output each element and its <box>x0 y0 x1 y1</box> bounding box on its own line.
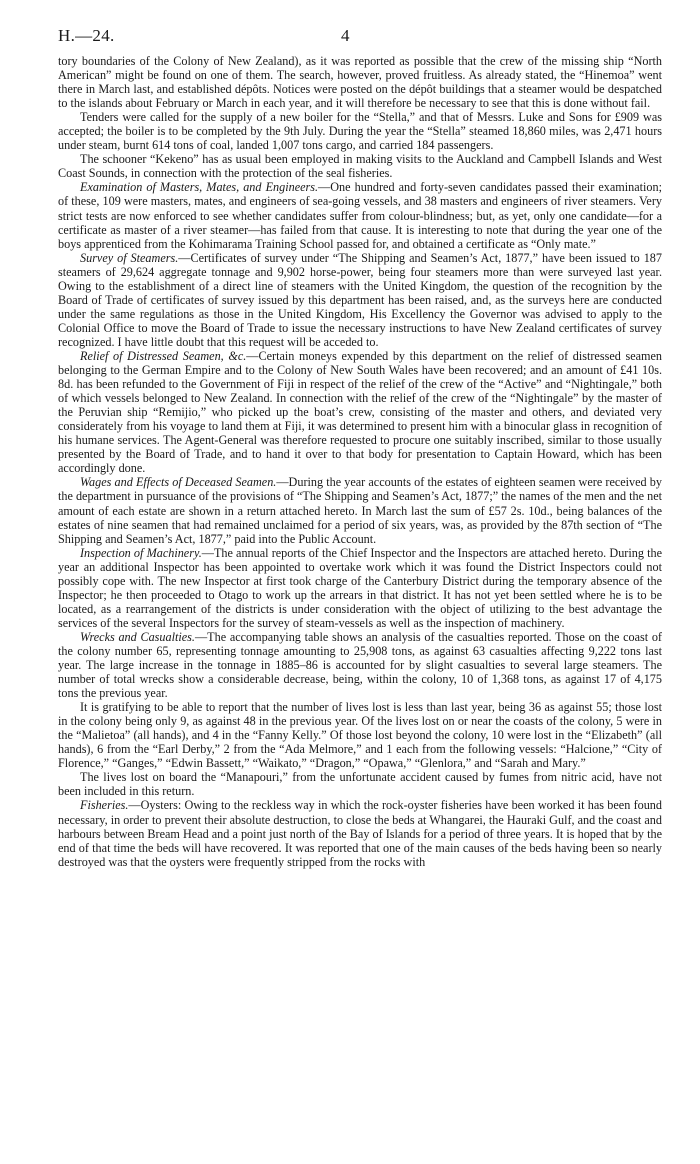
paragraph-text: It is gratifying to be able to report that the number of lives lost is less than last year, being 36 as against 55; those lost in the colony being only 9, as against 48 in the previous year. Of the lives lost on or near the coasts of the colony, 5 were in the “Malietoa” (all hands), and 4 in the “Fanny Kelly.” Of those lost beyond the colony, 10 were lost in the “Elizabeth” (all hands), 6 from the “Earl Derby,” 2 from the “Ada Melmore,” and 1 each from the following vessels: “Halcione,” “City of Florence,” “Ganges,” “Edwin Bassett,” “Waikato,” “Dragon,” “Opawa,” “Glenlora,” and “Sarah and Mary.” <box>58 700 662 771</box>
section-heading: Survey of Steamers. <box>80 250 179 265</box>
paragraph-text: The lives lost on board the “Manapouri,” from the unfortunate accident caused by fumes from nitric acid, have not been included in this return. <box>58 770 662 799</box>
paragraph-text: —Oysters: Owing to the reckless way in which the rock-oyster fisheries have been worked it has been found necessary, in order to prevent their absolute destruction, to close the beds at Whangarei, the Hauraki Gulf, and the coast and harbours between Bream Head and a point just north of the Bay of Islands for a period of three years. It is hoped that by the end of that time the beds will have recovered. It was reported that one of the main causes of the beds having been so nearly destroyed was that the oysters were frequently stripped from the rocks with <box>58 798 662 869</box>
page-number: 4 <box>341 26 350 45</box>
paragraph <box>58 700 662 770</box>
paragraph <box>58 546 662 630</box>
section-heading: Inspection of Machinery. <box>80 545 202 560</box>
paragraph-text: Tenders were called for the supply of a new boiler for the “Stella,” and that of Messrs. Luke and Sons for £909 was accepted; the boiler is to be completed by the 9th July. During the year the “Stella” steamed 18,860 miles, was 2,471 hours under steam, burnt 614 tons of coal, landed 1,007 tons cargo, and carried 184 passengers. <box>58 110 662 153</box>
section-heading: Wages and Effects of Deceased Seamen. <box>80 475 277 490</box>
paragraph-text: The schooner “Kekeno” has as usual been employed in making visits to the Auckland and Campbell Islands and West Coast Sounds, in connection with the protection of the seal fisheries. <box>58 152 662 181</box>
section-heading: Wrecks and Casualties. <box>80 629 195 644</box>
paragraph <box>58 770 662 798</box>
section-heading: Fisheries. <box>80 798 129 813</box>
page-header <box>58 26 662 54</box>
paragraph <box>58 630 662 700</box>
paragraph-text: —Certain moneys expended by this department on the relief of distressed seamen belonging to the German Empire and to the Colony of New South Wales have been recovered; and an amount of £41 10s. 8d. has been refunded to the Government of Fiji in respect of the relief of the crew of the “Active” and “Nightingale,” both of which vessels belonged to New Zealand. In connection with the relief of the crew of the “Nightingale” by the master of the Peruvian ship “Remijio,” who picked up the boat’s crew, consisting of the master and others, and deviated very considerately from his voyage to land them at Fiji, it was determined to present him with a binocular glass in recognition of his humane services. The Agent-General was therefore requested to procure one suitably inscribed, similar to those usually presented by the Board of Trade, and to hand it over to that body for presentation to Captain Howard, which has been accordingly done. <box>58 348 662 476</box>
paragraph-text: tory boundaries of the Colony of New Zealand), as it was reported as possible that the crew of the missing ship “North American” might be found on one of them. The search, however, proved fruitless. As already stated, the “Hinemoa” went there in March last, and established dépôts. Notices were posted on the dépôt buildings that a steamer would be despatched to the islands about February or March in each year, and it will therefore be necessary to see that this is done without fail. <box>58 54 662 111</box>
section-heading: Examination of Masters, Mates, and Engineers. <box>80 180 319 195</box>
document-body <box>58 54 662 869</box>
paragraph-text: —During the year accounts of the estates of eighteen seamen were received by the department in pursuance of the provisions of “The Shipping and Seamen’s Act, 1877;” the names of the men and the net amount of each estate are shown in a return attached hereto. In March last the sum of £57 2s. 10d., being balances of the estates of nine seamen that had remained unclaimed for a period of six years, was, as provided by the 87th section of “The Shipping and Seamen’s Act, 1877,” paid into the Public Account. <box>58 475 662 546</box>
paragraph-text: —Certificates of survey under “The Shipping and Seamen’s Act, 1877,” have been issued to 187 steamers of 29,624 aggregate tonnage and 9,902 horse-power, being four steamers more than were surveyed last year. Owing to the establishment of a direct line of steamers with the United Kingdom, the question of the recognition by the Board of Trade of certificates of survey issued by this department has been raised, and, as the surveys here are conducted under the same regulations as those in the United Kingdom, His Excellency the Governor was advised to apply to the Colonial Office to move the Board of Trade to issue the necessary instructions to have New Zealand certificates of survey recognized. I have little doubt that this request will be acceded to. <box>58 250 662 349</box>
paragraph <box>58 475 662 545</box>
paragraph <box>58 110 662 152</box>
paragraph <box>58 251 662 349</box>
paragraph-text: —One hundred and forty-seven candidates passed their examination; of these, 109 were masters, mates, and engineers of sea-going vessels, and 38 masters and engineers of river steamers. Very strict tests are now enforced to see whether candidates suffer from colour-blindness; but, as yet, only one candidate—for a certificate as master of a river steamer—has failed from that cause. It is interesting to note that during the year one of the boys apprenticed from the Kohimarama Training School passed for, and obtained a certificate as “Only mate.” <box>58 180 662 251</box>
paragraph <box>58 54 662 110</box>
paragraph <box>58 798 662 868</box>
paragraph <box>58 152 662 180</box>
paragraph <box>58 349 662 475</box>
section-heading: Relief of Distressed Seamen, &c. <box>80 348 247 363</box>
report-reference: H.—24. <box>58 26 115 45</box>
paragraph-text: —The accompanying table shows an analysis of the casualties reported. Those on the coast of the colony number 65, representing tonnage amounting to 25,908 tons, as against 63 casualties affecting 9,222 tons last year. The large increase in the tonnage in 1885–86 is accounted for by slight casualties to several large steamers. The number of total wrecks show a considerable decrease, being, within the colony, 10 of 1,368 tons, as against 17 of 4,175 tons the previous year. <box>58 629 662 701</box>
paragraph-text: —The annual reports of the Chief Inspector and the Inspectors are attached hereto. During the year an additional Inspector has been appointed to overtake work which it was found the District Inspectors could not possibly cope with. The new Inspector at first took charge of the Canterbury District during the temporary absence of the Inspector; he then proceeded to Otago to work up the arrears in that district. It has not yet been settled where he is to be located, as a rearrangement of the districts is under consideration with the object of utilizing to the best advantage the services of the several Inspectors for the survey of steam-vessels as well as the inspection of machinery. <box>58 545 662 630</box>
paragraph <box>58 180 662 250</box>
